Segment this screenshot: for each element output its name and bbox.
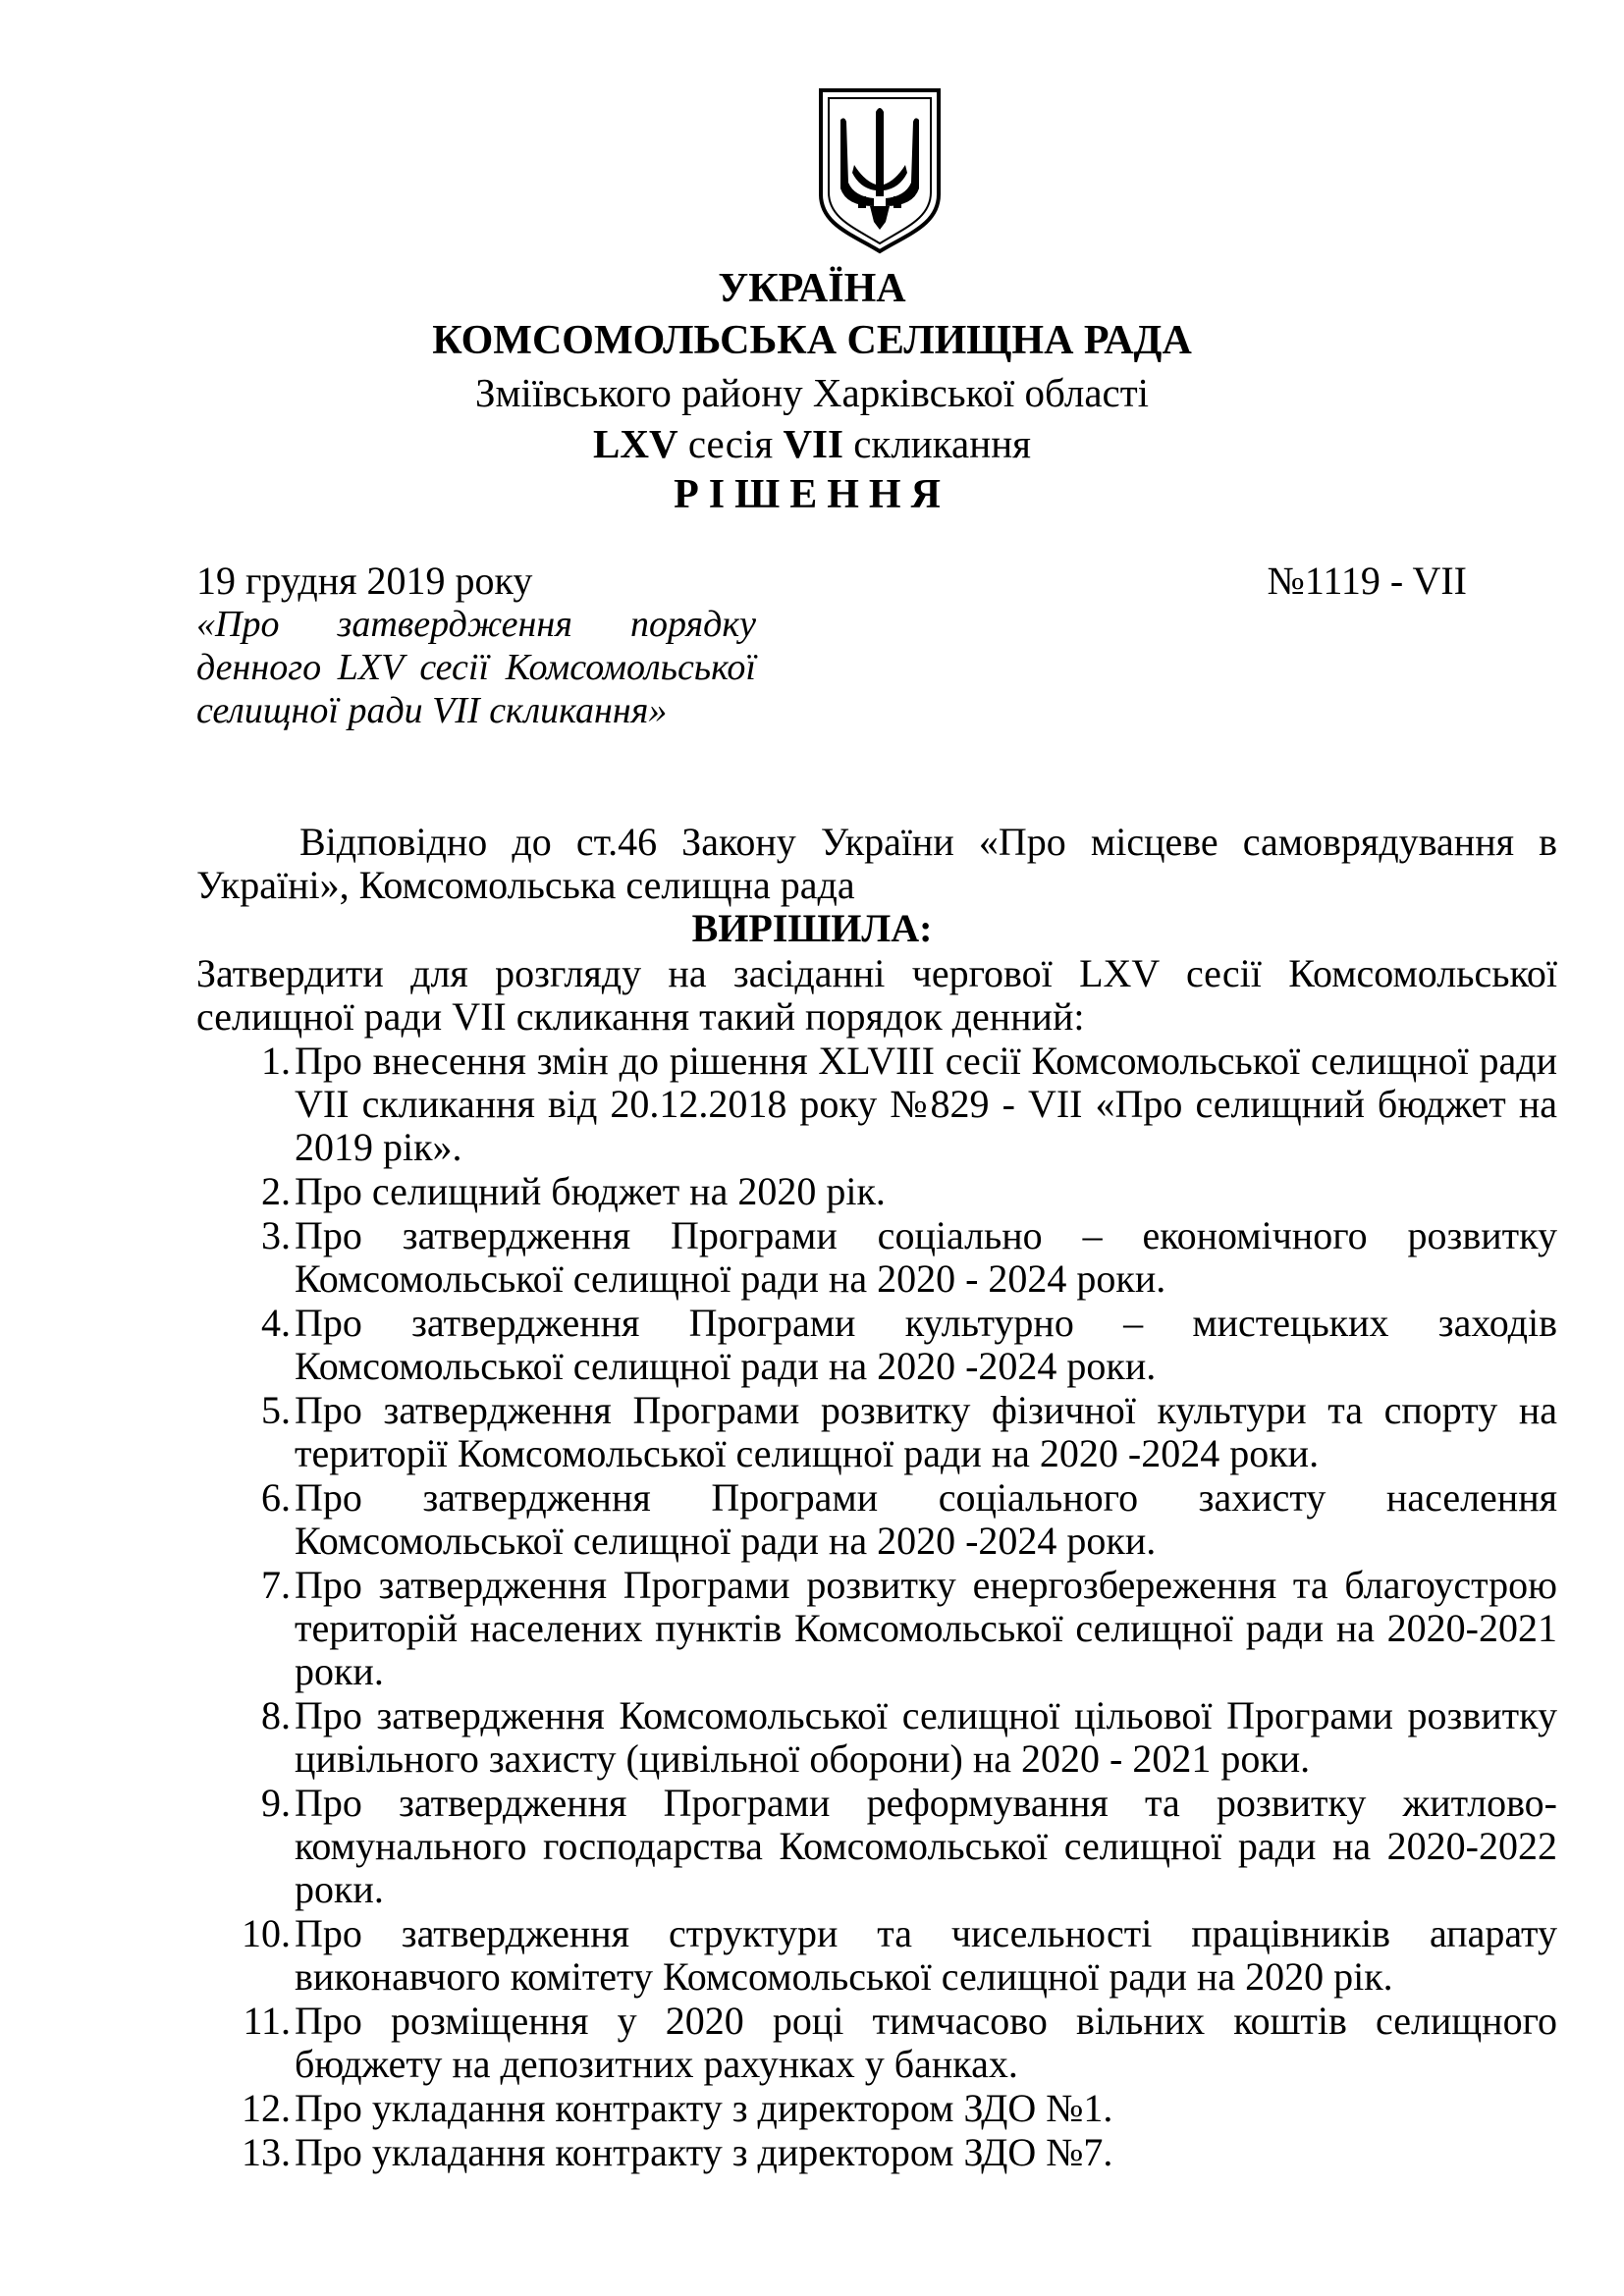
agenda-item-number: 10. (242, 1911, 291, 1955)
agenda-item (196, 1476, 1557, 1563)
district-name: Зміївського району Харківської області (474, 370, 1150, 415)
agenda-item-text: Про внесення змін до рішення XLVIII сесії Комсомольської селищної ради VII скликання від 20.12.2018 року №829 - VII «Про селищний бюджет на 2019 рік». (295, 1039, 1557, 1169)
agenda-item-number: 5. (261, 1388, 291, 1432)
decision-number: №1119 - VII (1267, 559, 1467, 603)
agenda-item-number: 9. (261, 1781, 291, 1825)
session-number: LXV (593, 421, 678, 466)
trident-coat-of-arms-icon (815, 86, 945, 255)
agenda-item-text: Про затвердження Комсомольської селищної цільової Програми розвитку цивільного захисту (цивільної оборони) на 2020 - 2021 роки. (295, 1693, 1557, 1781)
agenda-item-text: Про затвердження Програми розвитку фізичної культури та спорту на території Комсомольської селищної ради на 2020 -2024 роки. (295, 1388, 1557, 1475)
agenda-list (196, 1040, 1557, 2175)
agenda-item-number: 8. (261, 1693, 291, 1737)
agenda-item-text: Про селищний бюджет на 2020 рік. (295, 1169, 886, 1213)
agenda-item (196, 1564, 1557, 1693)
agenda-item (196, 1782, 1557, 1911)
agenda-item-number: 6. (261, 1475, 291, 1520)
agenda-item-number: 7. (261, 1563, 291, 1607)
agenda-item-text: Про затвердження структури та чисельності працівників апарату виконавчого комітету Комсомольської селищної ради на 2020 рік. (295, 1911, 1557, 1999)
agenda-item-text: Про затвердження Програми розвитку енергозбереження та благоустрою територій населених пунктів Комсомольської селищної ради на 2020-2021 роки. (295, 1563, 1557, 1693)
decision-title: РІШЕННЯ (674, 472, 950, 517)
agenda-item-text: Про затвердження Програми реформування та розвитку житлово-комунального господарства Комсомольської селищної ради на 2020-2022 роки. (295, 1781, 1557, 1911)
decision-date: 19 грудня 2019 року (196, 559, 533, 603)
country-name: УКРАЇНА (718, 266, 906, 311)
agenda-item-text: Про розміщення у 2020 році тимчасово вільних коштів селищного бюджету на депозитних рахунках у банках. (295, 1999, 1557, 2086)
intro-paragraph: Затвердити для розгляду на засіданні чергової LXV сесії Комсомольської селищної ради VII скликання такий порядок денний: (196, 951, 1557, 1039)
agenda-item (196, 2087, 1557, 2130)
agenda-item-number: 3. (261, 1213, 291, 1257)
decision-subject: «Про затвердження порядку денного LXV сесії Комсомольської селищної ради VII скликання» (196, 604, 756, 731)
agenda-item (196, 1170, 1557, 1213)
agenda-item (196, 1214, 1557, 1301)
agenda-item (196, 1040, 1557, 1169)
agenda-item (196, 1912, 1557, 1999)
agenda-item-number: 1. (261, 1039, 291, 1083)
agenda-item-number: 2. (261, 1169, 291, 1213)
convocation-number: VII (783, 421, 843, 466)
agenda-item (196, 2000, 1557, 2086)
preamble-paragraph: Відповідно до ст.46 Закону України «Про місцеве самоврядування в Україні», Комсомольська селищна рада (196, 820, 1557, 907)
convocation-word: скликання (842, 421, 1031, 466)
resolved-heading: ВИРІШИЛА: (691, 906, 933, 950)
agenda-item (196, 1694, 1557, 1781)
agenda-item-text: Про затвердження Програми соціально – економічного розвитку Комсомольської селищної ради на 2020 - 2024 роки. (295, 1213, 1557, 1301)
agenda-item (196, 1389, 1557, 1475)
agenda-item (196, 2131, 1557, 2174)
agenda-item-text: Про укладання контракту з директором ЗДО №7. (295, 2130, 1113, 2174)
session-line (0, 422, 1624, 465)
agenda-item-text: Про затвердження Програми соціального захисту населення Комсомольської селищної ради на 2020 -2024 роки. (295, 1475, 1557, 1563)
agenda-item-number: 11. (243, 1999, 291, 2043)
agenda-item-text: Про укладання контракту з директором ЗДО №1. (295, 2086, 1113, 2130)
agenda-item-number: 13. (242, 2130, 291, 2174)
agenda-item-text: Про затвердження Програми культурно – мистецьких заходів Комсомольської селищної ради на 2020 -2024 роки. (295, 1301, 1557, 1388)
session-word: сесія (677, 421, 784, 466)
agenda-item (196, 1302, 1557, 1388)
agenda-item-number: 4. (261, 1301, 291, 1345)
agenda-item-number: 12. (242, 2086, 291, 2130)
council-name: КОМСОМОЛЬСЬКА СЕЛИЩНА РАДА (432, 318, 1192, 363)
